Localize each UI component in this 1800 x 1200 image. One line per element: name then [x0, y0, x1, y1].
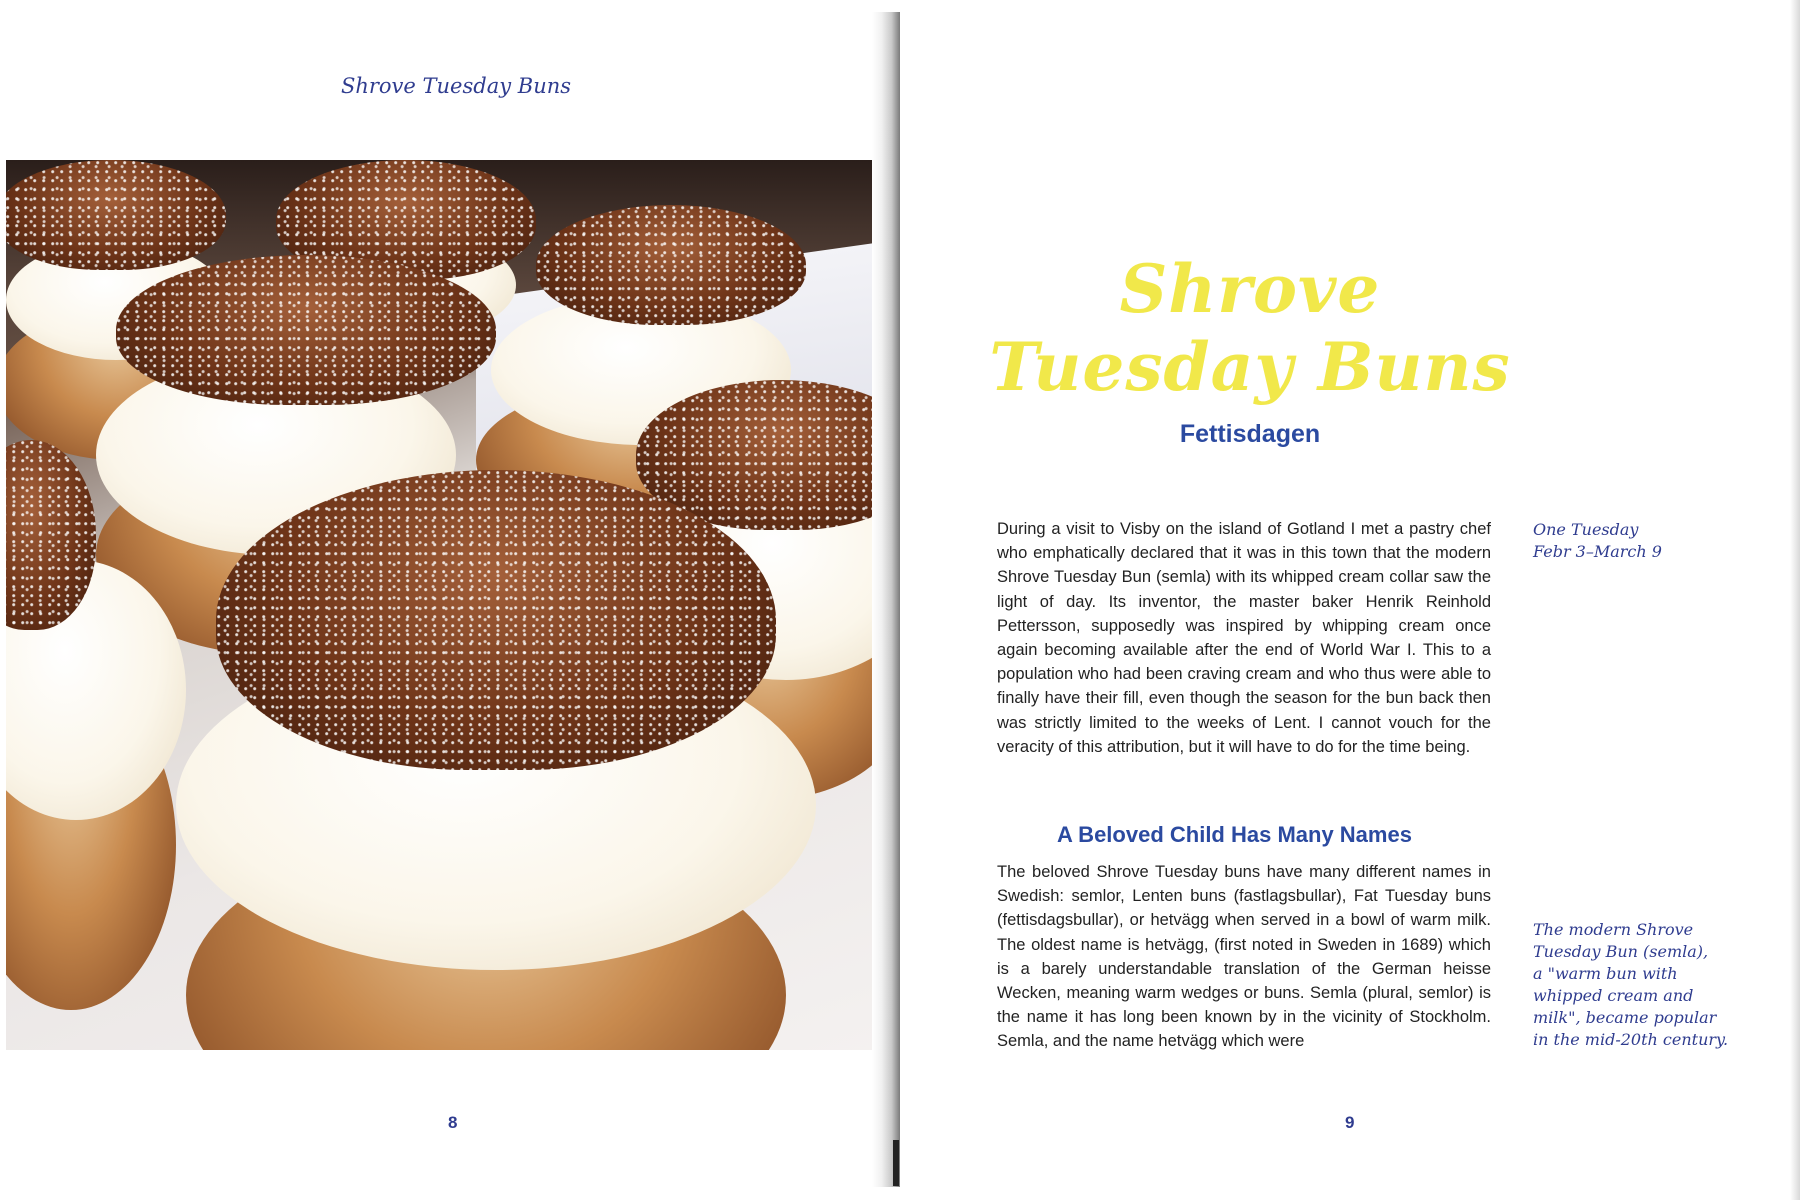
section-heading: A Beloved Child Has Many Names [1057, 822, 1412, 847]
chapter-subtitle: Fettisdagen [1179, 420, 1321, 448]
margin-note-date [1533, 519, 1733, 563]
chapter-title: Shrove Tuesday Buns [989, 250, 1511, 406]
margin-note-line: a "warm bun with [1533, 964, 1678, 983]
cream-buns-photo [6, 160, 890, 1050]
page-number-right: 9 [1345, 1113, 1355, 1132]
gutter-edge [893, 1140, 899, 1186]
running-head: Shrove Tuesday Buns [340, 74, 572, 98]
page-number-left: 8 [448, 1113, 458, 1132]
margin-note-line: The modern Shrove [1533, 920, 1694, 939]
margin-note-line: whipped cream and [1533, 986, 1694, 1005]
paragraph-names: The beloved Shrove Tuesday buns have many different names in Swedish: semlor, Lenten buns (fastlagsbullar), Fat Tuesday buns (fettisdagsbullar), or hetvägg when served in a bowl of warm milk. The oldest name is hetvägg, (first noted in Sweden in 1689) which is a barely understandable translation of the German heisse Wecken, meaning warm wedges or buns. Semla (plural, semlor) is the name it has long been known by in the vicinity of Stockholm. Semla, and the name hetvägg which were [997, 863, 1491, 1051]
margin-note-date-line-1: One Tuesday [1533, 520, 1639, 539]
page-edge-shadow [1790, 0, 1800, 1200]
margin-note-line: in the mid-20th century. [1533, 1030, 1729, 1049]
margin-note-line: milk", became popular [1533, 1008, 1717, 1027]
margin-note-date-line-2: Febr 3–March 9 [1533, 542, 1662, 561]
paragraph-visby: During a visit to Visby on the island of Gotland I met a pastry chef who emphatically declared that it was in this town that the modern Shrove Tuesday Bun (semla) with its whipped cream collar saw the light of day. Its inventor, the master baker Henrik Reinhold Pettersson, supposedly was inspired by whipping cream once again becoming available after the end of World War I. This to a population who had been craving cream and who thus were able to finally have their fill, even though the season for the bun back then was strictly limited to the weeks of Lent. I cannot vouch for the veracity of this attribution, but it will have to do for the time being. [997, 520, 1491, 756]
margin-note-line: Tuesday Bun (semla), [1533, 942, 1709, 961]
margin-note-semla [1533, 919, 1743, 1051]
book-gutter [872, 12, 900, 1187]
